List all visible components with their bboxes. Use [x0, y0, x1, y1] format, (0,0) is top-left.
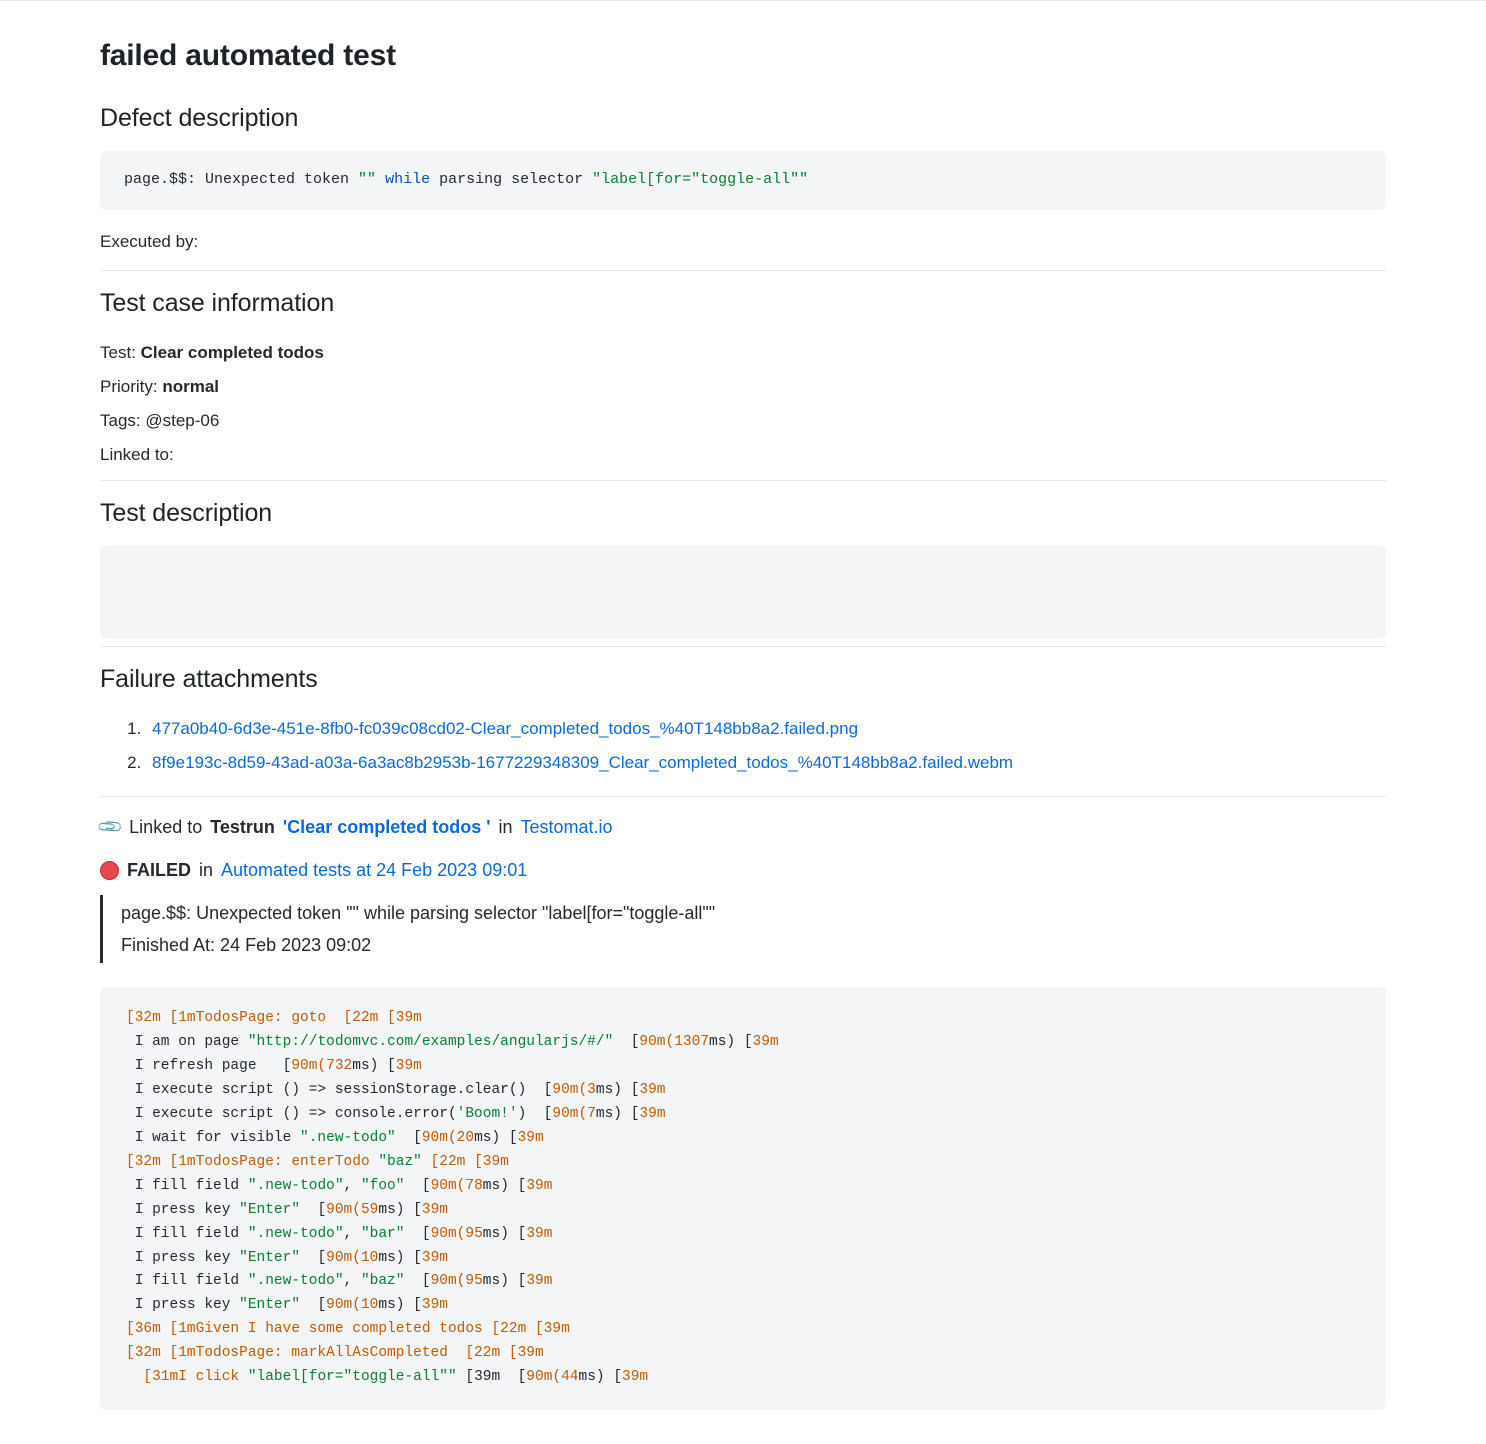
divider-after-attachments: [100, 796, 1386, 797]
log-line: I fill field ".new-todo", "baz" [90m(95ms) [39m: [126, 1273, 553, 1290]
divider-after-test-description: [100, 646, 1386, 647]
linked-to-row: [100, 438, 1386, 472]
divider-after-test-case: [100, 480, 1386, 481]
tags-row: [100, 404, 1386, 438]
defect-code-selector: "label[for="toggle-all"": [592, 171, 809, 188]
defect-code-kw: while: [376, 171, 440, 188]
testomat-link[interactable]: Testomat.io: [520, 816, 613, 837]
attachment-link-png[interactable]: 477a0b40-6d3e-451e-8fb0-fc039c08cd02-Clear_completed_todos_%40T148bb8a2.failed.png: [152, 718, 859, 738]
linked-to-label: Linked to:: [100, 444, 174, 464]
spacer-2: [100, 638, 1386, 646]
status-row: [100, 860, 1386, 881]
log-line: I press key "Enter" [90m(10ms) [39m: [126, 1249, 448, 1266]
log-line: I refresh page [90m(732ms) [39m: [126, 1058, 422, 1075]
list-item: [146, 746, 1386, 780]
test-description-body: [100, 546, 1386, 638]
tags-label: Tags:: [100, 410, 146, 430]
failure-attachments-heading: Failure attachments: [100, 664, 318, 693]
linked-entity: Testrun: [210, 816, 275, 837]
status-in-label: in: [199, 859, 214, 880]
defect-code-p1: page.$$: Unexpected token: [124, 171, 359, 188]
log-line: I fill field ".new-todo", "foo" [90m(78ms) [39m: [126, 1177, 553, 1194]
defect-code-q1: "": [358, 171, 377, 188]
log-line: I wait for visible ".new-todo" [90m(20ms) [39m: [126, 1129, 544, 1146]
failure-message: page.$$: Unexpected token "" while parsing selector "label[for="toggle-all"": [121, 902, 716, 923]
test-name-row: [100, 336, 1386, 370]
testrun-link[interactable]: 'Clear completed todos ': [282, 816, 491, 837]
paperclip-icon: 📎: [96, 812, 125, 841]
failure-message-quote: [100, 895, 1386, 964]
status-badge: FAILED: [127, 859, 192, 880]
top-divider: [0, 0, 1486, 1]
log-line: I am on page "http://todomvc.com/examples/angularjs/#/" [90m(1307ms) [39m: [126, 1034, 779, 1051]
test-description-heading: Test description: [100, 498, 273, 527]
log-line: [32m [1mTodosPage: enterTodo "baz" [22m [39m: [126, 1153, 509, 1170]
list-item: [146, 712, 1386, 746]
defect-description-code: [100, 151, 1386, 210]
log-line: [36m [1mGiven I have some completed todos [22m [39m: [126, 1321, 570, 1338]
log-line: [31mI click "label[for="toggle-all"" [39m [90m(44ms) [39m: [126, 1369, 649, 1386]
execution-log: [100, 987, 1386, 1410]
defect-description-heading: Defect description: [100, 104, 299, 132]
priority-value: normal: [162, 376, 220, 396]
log-line: I execute script () => console.error('Boom!') [90m(7ms) [39m: [126, 1105, 666, 1122]
test-label: Test:: [100, 342, 141, 362]
attachments-list: [100, 712, 1386, 780]
linked-middle: in: [498, 816, 513, 837]
divider-after-executed-by: [100, 270, 1386, 271]
red-circle-icon: [100, 861, 119, 880]
executed-by-label: Executed by:: [100, 231, 199, 251]
attachment-link-webm[interactable]: 8f9e193c-8d59-43ad-a03a-6a3ac8b2953b-1677229348309_Clear_completed_todos_%40T148bb8a2.failed.webm: [152, 752, 1014, 772]
priority-row: [100, 370, 1386, 404]
defect-code-p2: parsing selector: [439, 171, 593, 188]
log-line: I press key "Enter" [90m(10ms) [39m: [126, 1297, 448, 1314]
test-case-information-heading: Test case information: [100, 288, 335, 317]
log-line: [32m [1mTodosPage: goto [22m [39m: [126, 1010, 422, 1027]
spacer: [100, 472, 1386, 480]
linked-prefix: Linked to: [129, 816, 203, 837]
finished-at: Finished At: 24 Feb 2023 09:02: [121, 934, 372, 955]
log-line: I fill field ".new-todo", "bar" [90m(95ms) [39m: [126, 1225, 553, 1242]
automated-tests-run-link[interactable]: Automated tests at 24 Feb 2023 09:01: [221, 859, 528, 880]
priority-label: Priority:: [100, 376, 163, 396]
log-line: I execute script () => sessionStorage.clear() [90m(3ms) [39m: [126, 1082, 666, 1099]
log-line: I press key "Enter" [90m(59ms) [39m: [126, 1201, 448, 1218]
tags-value: @step-06: [145, 410, 220, 430]
test-value: Clear completed todos: [140, 342, 324, 362]
linked-testrun-row: [96, 812, 1386, 841]
log-line: [32m [1mTodosPage: markAllAsCompleted [22m [39m: [126, 1345, 544, 1362]
page-title: failed automated test: [100, 39, 396, 72]
